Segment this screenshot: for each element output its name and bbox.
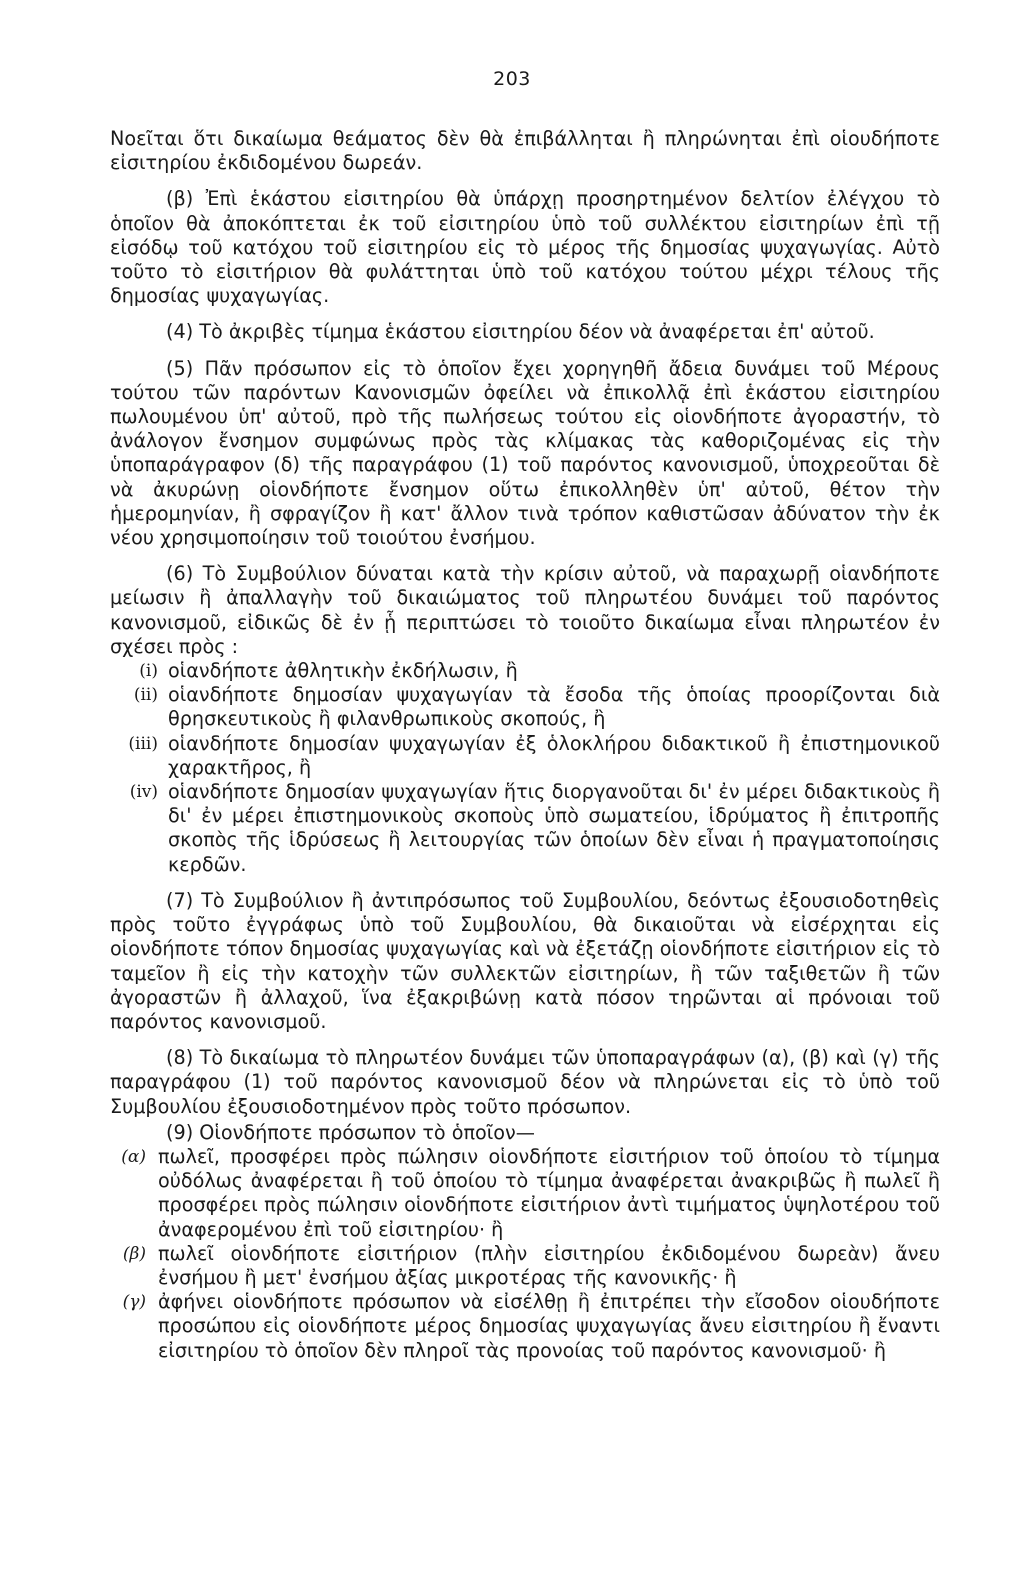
list-item-label: (iii) xyxy=(128,733,158,754)
list-item xyxy=(110,683,940,731)
paragraph-8: (8) Τὸ δικαίωμα τὸ πληρωτέον δυνάμει τῶν ὑποπαραγράφων (α), (β) καὶ (γ) τῆς παραγράφου (1) τοῦ παρόντος κανονισμοῦ δέον νὰ πληρώνεται εἰς τὸ ὑπὸ τοῦ Συμβουλίου ἐξουσιοδοτημένον πρὸς τοῦτο πρόσωπον. xyxy=(110,1046,940,1118)
list-item-text: οἱανδήποτε ἀθλητικὴν ἐκδήλωσιν, ἢ xyxy=(168,659,518,683)
list-item xyxy=(110,1242,940,1290)
list-item xyxy=(110,732,940,780)
list-item-text: πωλεῖ, προσφέρει πρὸς πώλησιν οἱονδήποτε εἰσιτήριον τοῦ ὁποίου τὸ τίμημα οὐδόλως ἀναφέρεται ἢ τοῦ ὁποίου τὸ τίμημα ἀναφέρεται ἀνακριβῶς ἢ πωλεῖ ἢ προσφέρει πρὸς πώλησιν οἱονδήποτε εἰσιτήριον ἀντὶ τιμήματος ὑψηλοτέρου τοῦ ἀναφερομένου ἐπὶ τοῦ εἰσιτηρίου· ἢ xyxy=(158,1144,940,1241)
list-item xyxy=(110,1290,940,1363)
list-item-text: οἱανδήποτε δημοσίαν ψυχαγωγίαν τὰ ἔσοδα τῆς ὁποίας προορίζονται διὰ θρησκευτικοὺς ἢ φιλανθρωπικοὺς σκοπούς, ἢ xyxy=(168,683,940,731)
document-body xyxy=(110,127,940,1363)
list-item xyxy=(110,1145,940,1242)
list-item-label: (iv) xyxy=(129,782,158,803)
page-number: 203 xyxy=(493,68,531,90)
list-item-text: ἀφήνει οἱονδήποτε πρόσωπον νὰ εἰσέλθῃ ἢ ἐπιτρέπει τὴν εἴσοδον οἱουδήποτε προσώπου εἰς οἱονδήποτε μέρος δημοσίας ψυχαγωγίας ἄνευ εἰσιτηρίου ἢ ἔναντι εἰσιτηρίου τὸ ὁποῖον δὲν πληροῖ τὰς προνοίας τοῦ παρόντος κανονισμοῦ· ἢ xyxy=(158,1290,940,1362)
list-item-label: (α) xyxy=(121,1146,146,1167)
paragraph-9: (9) Οἱονδήποτε πρόσωπον τὸ ὁποῖον— xyxy=(166,1120,535,1144)
list-item xyxy=(110,659,940,683)
paragraph-7: (7) Τὸ Συμβούλιον ἢ ἀντιπρόσωπος τοῦ Συμβουλίου, δεόντως ἐξουσιοδοτηθεὶς πρὸς τοῦτο ἐγγράφως ὑπὸ τοῦ Συμβουλίου, θὰ δικαιοῦται νὰ εἰσέρχηται εἰς οἱονδήποτε τόπον δημοσίας ψυχαγωγίας καὶ νὰ ἐξετάζῃ οἱονδήποτε εἰσιτήριον εἰς τὸ ταμεῖον ἢ εἰς τὴν κατοχὴν τῶν συλλεκτῶν εἰσιτηρίων, ἢ τῶν ταξιθετῶν ἢ τῶν ἀγοραστῶν ἢ ἀλλαχοῦ, ἵνα ἐξακριβώνῃ κατὰ πόσον τηρῶνται αἱ πρόνοιαι τοῦ παρόντος κανονισμοῦ. xyxy=(110,888,940,1033)
list-item-label: (β) xyxy=(122,1243,146,1264)
paragraph-4: (4) Τὸ ἀκριβὲς τίμημα ἑκάστου εἰσιτηρίου δέον νὰ ἀναφέρεται ἐπ' αὐτοῦ. xyxy=(166,320,875,344)
list-item-label: (ii) xyxy=(133,685,158,706)
list-item-text: πωλεῖ οἱονδήποτε εἰσιτήριον (πλὴν εἰσιτηρίου ἐκδιδομένου δωρεὰν) ἄνευ ἐνσήμου ἢ μετ' ἐνσήμου ἀξίας μικροτέρας τῆς κανονικῆς· ἢ xyxy=(158,1241,940,1289)
list-item-text: οἱανδήποτε δημοσίαν ψυχαγωγίαν ἥτις διοργανοῦται δι' ἐν μέρει διδακτικοὺς ἢ δι' ἐν μέρει ἐπιστημονικοὺς σκοποὺς ὑπὸ σωματείου, ἱδρύματος ἢ ἐπιτροπῆς σκοπὸς τῆς ἱδρύσεως ἢ λειτουργίας τῶν ὁποίων δὲν εἶναι ἡ πραγματοποίησις κερδῶν. xyxy=(168,780,940,876)
paragraph-5: (5) Πᾶν πρόσωπον εἰς τὸ ὁποῖον ἔχει χορηγηθῆ ἄδεια δυνάμει τοῦ Μέρους τούτου τῶν παρόντων Κανονισμῶν ὀφείλει νὰ ἐπικολλᾷ ἐπὶ ἑκάστου εἰσιτηρίου πωλουμένου ὑπ' αὐτοῦ, πρὸ τῆς πωλήσεως τούτου εἰς οἱονδήποτε ἀγοραστήν, τὸ ἀνάλογον ἔνσημον συμφώνως πρὸς τὰς κλίμακας τὰς καθοριζομένας εἰς τὴν ὑποπαράγραφον (δ) τῆς παραγράφου (1) τοῦ παρόντος κανονισμοῦ, ὑποχρεοῦται δὲ νὰ ἀκυρώνῃ οἱονδήποτε ἔνσημον οὕτω ἐπικολληθὲν ὑπ' αὐτοῦ, θέτον τὴν ἡμερομηνίαν, ἢ σφραγίζον ἢ κατ' ἄλλον τινὰ τρόπον καθιστῶσαν ἀδύνατον τὴν ἐκ νέου χρησιμοποίησιν τοῦ τοιούτου ἐνσήμου. xyxy=(110,356,940,550)
paragraph-3b: (β) Ἐπὶ ἑκάστου εἰσιτηρίου θὰ ὑπάρχῃ προσηρτημένον δελτίον ἐλέγχου τὸ ὁποῖον θὰ ἀποκόπτεται ἐκ τοῦ εἰσιτηρίου ὑπὸ τοῦ συλλέκτου εἰσιτηρίων ἐπὶ τῇ εἰσόδῳ τοῦ κατόχου τοῦ εἰσιτηρίου εἰς τὸ μέρος τῆς δημοσίας ψυχαγωγίας. Αὐτὸ τοῦτο τὸ εἰσιτήριον θὰ φυλάττηται ὑπὸ τοῦ κατόχου τούτου μέχρι τέλους τῆς δημοσίας ψυχαγωγίας. xyxy=(110,187,940,308)
paragraph-6: (6) Τὸ Συμβούλιον δύναται κατὰ τὴν κρίσιν αὐτοῦ, νὰ παραχωρῇ οἱανδήποτε μείωσιν ἢ ἀπαλλαγὴν τοῦ δικαιώματος τοῦ πληρωτέου δυνάμει τοῦ παρόντος κανονισμοῦ, εἰδικῶς δὲ ἐν ᾗ περιπτώσει τὸ τοιοῦτο δικαίωμα εἶναι πληρωτέον ἐν σχέσει πρὸς : xyxy=(110,562,940,658)
list-item-label: (γ) xyxy=(122,1292,146,1313)
paragraph-proviso: Νοεῖται ὅτι δικαίωμα θεάματος δὲν θὰ ἐπιβάλληται ἢ πληρώνηται ἐπὶ οἱουδήποτε εἰσιτηρίου ἐκδιδομένου δωρεάν. xyxy=(110,127,940,175)
list-item-text: οἱανδήποτε δημοσίαν ψυχαγωγίαν ἐξ ὁλοκλήρου διδακτικοῦ ἢ ἐπιστημονικοῦ χαρακτῆρος, ἢ xyxy=(168,731,940,779)
list-item xyxy=(110,780,940,877)
list-item-label: (i) xyxy=(139,661,158,682)
